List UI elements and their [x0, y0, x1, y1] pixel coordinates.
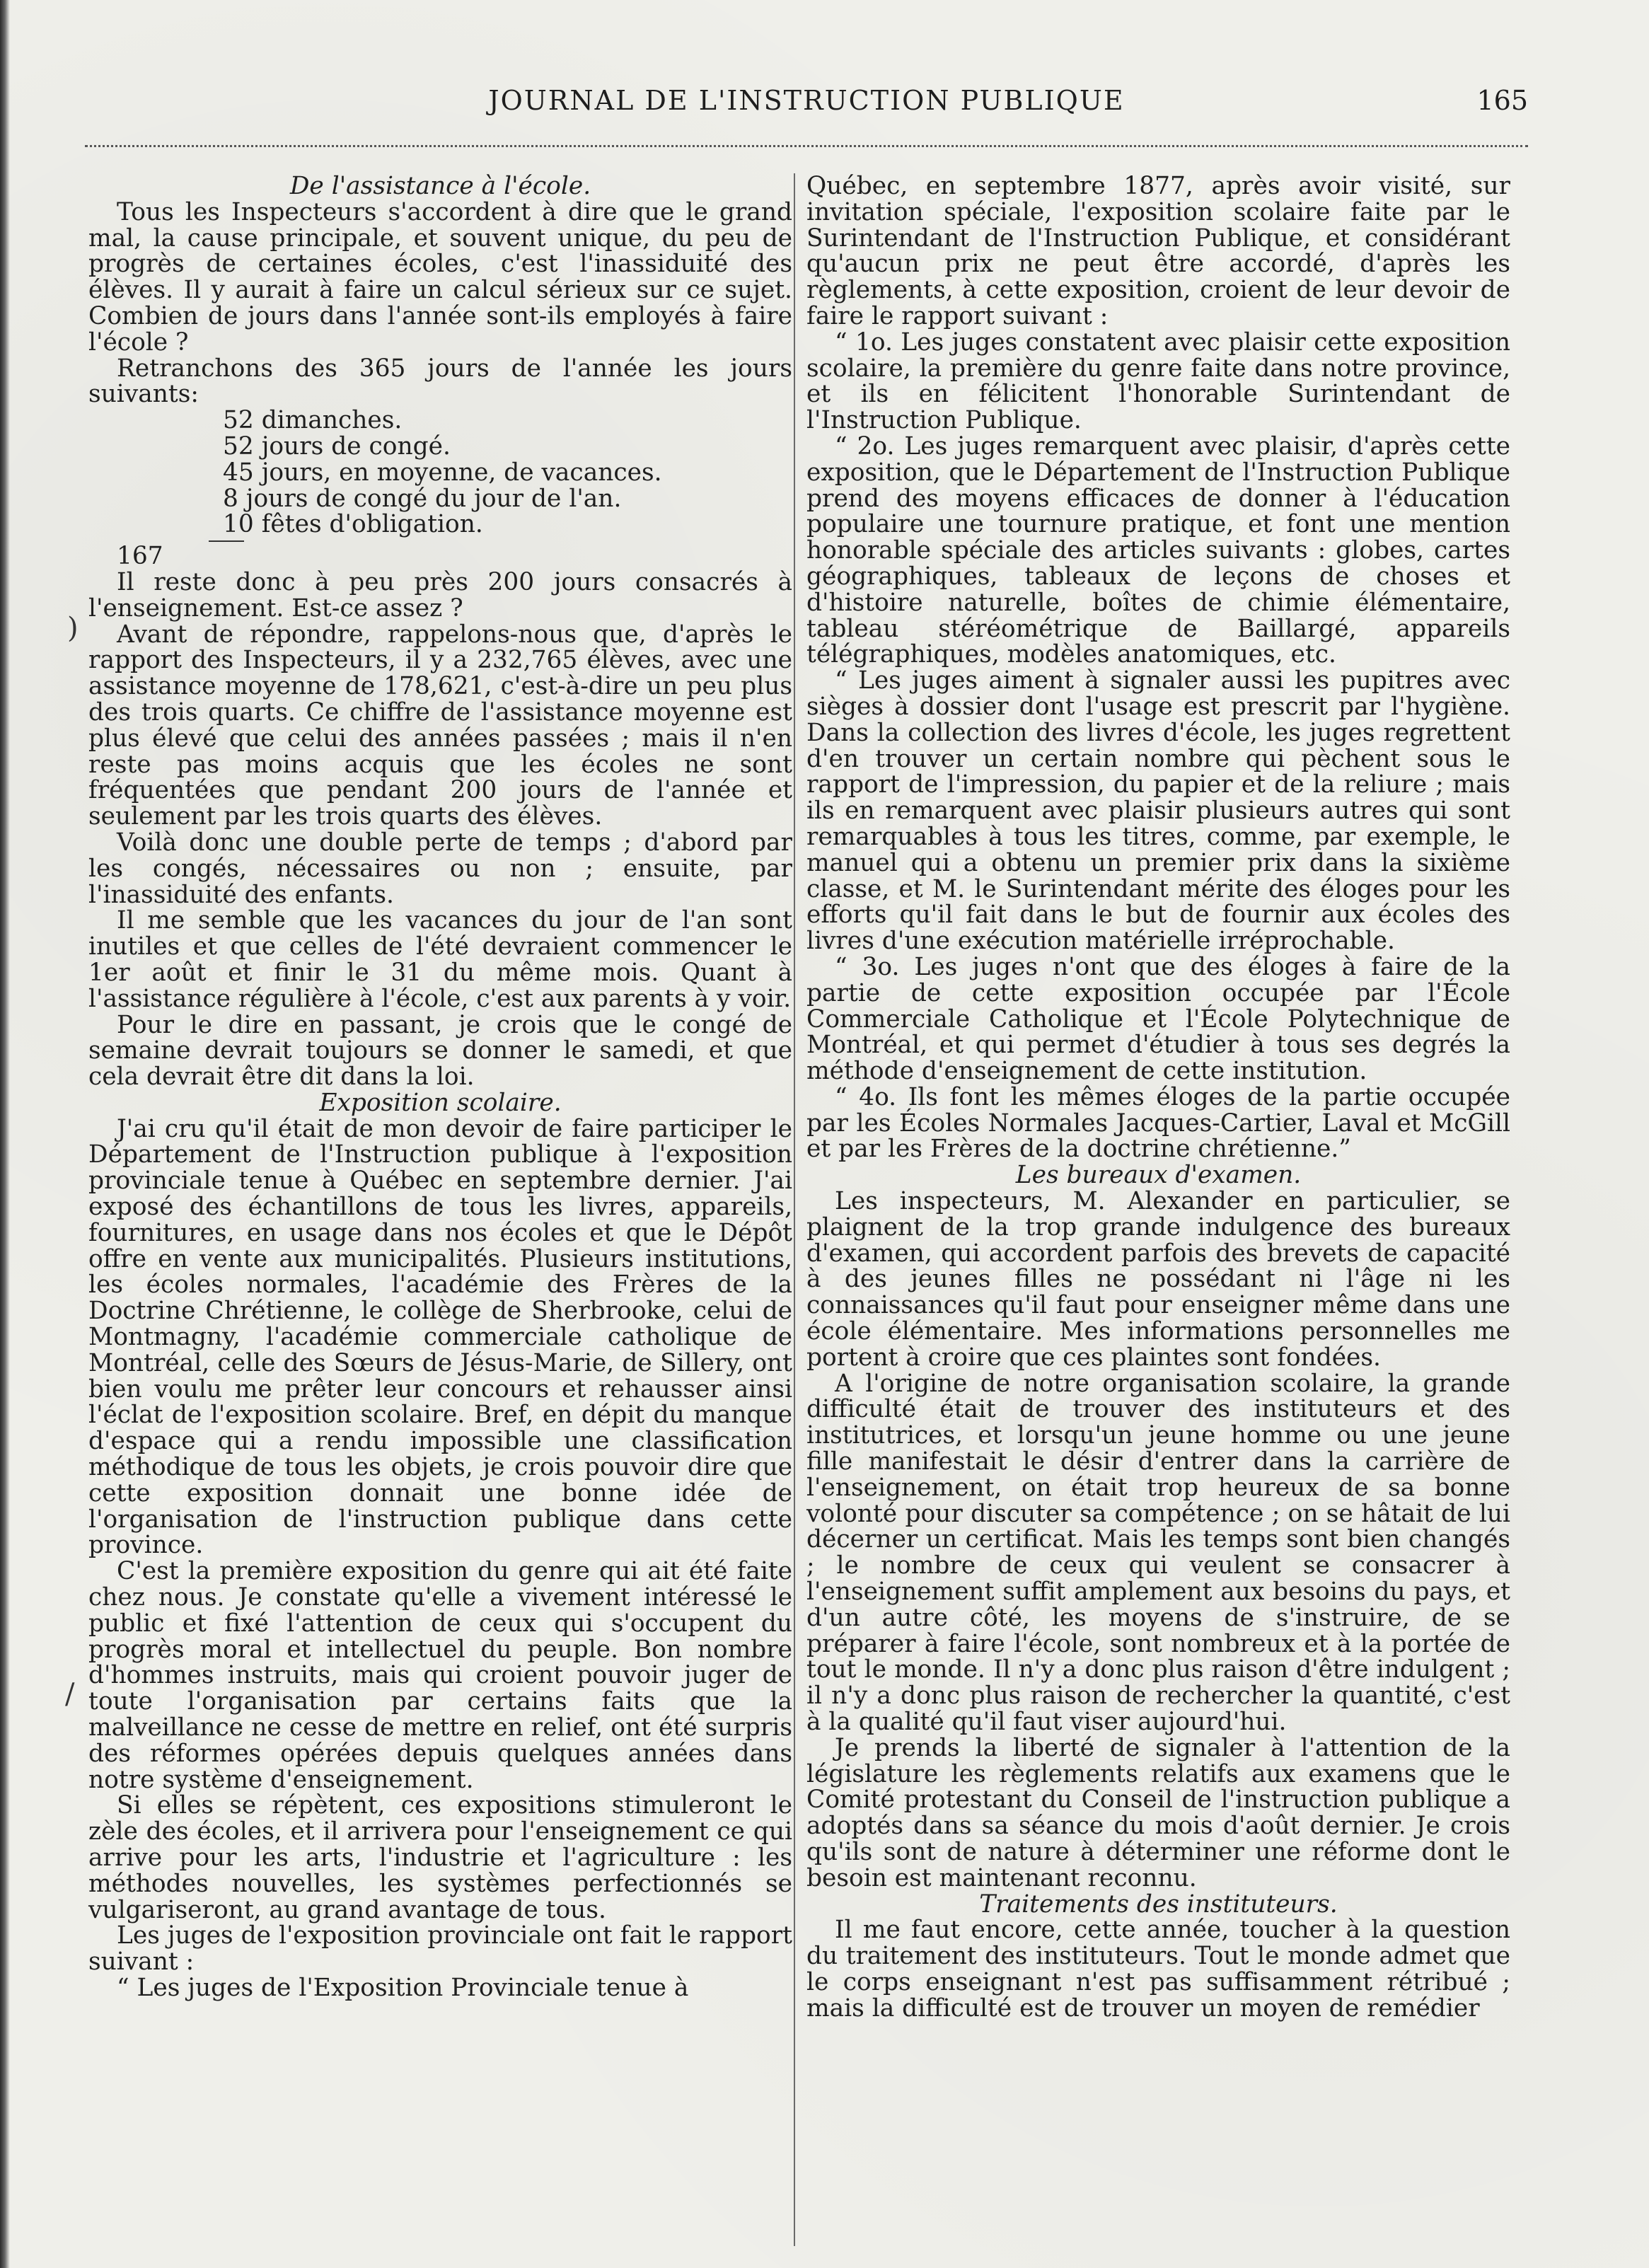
paragraph: “ 1o. Les juges constatent avec plaisir cette exposition scolaire, la première du genre faite dans notre province, et ils en félicitent l'honorable Surintendant de l'Instruction Publique.	[806, 328, 1510, 435]
paragraph: Il me semble que les vacances du jour de l'an sont inutiles et que celles de l'été devraient commencer le 1er août et finir le 31 du même mois. Quant à l'assistance régulière à l'école, c'est aux parents à y voir.	[88, 906, 792, 1013]
paragraph: Je prends la liberté de signaler à l'attention de la législature les règlements relatifs aux examens que le Comité protestant du Conseil de l'instruction publique a adoptés dans sa séance du mois d'août dernier. Je crois qu'ils sont de nature à déterminer une réforme dont le besoin est maintenant reconnu.	[806, 1733, 1510, 1892]
paragraph: A l'origine de notre organisation scolaire, la grande difficulté était de trouver des instituteurs et des institutrices, et lorsqu'un jeune homme ou une jeune fille manifestait le désir d'entrer dans la carrière de l'enseignement, on était trop heureux de sa bonne volonté pour discuter sa compétence ; on se hâtait de lui décerner un certificat. Mais les temps sont bien changés ; le nombre de ceux qui veulent se consacrer à l'enseignement suffit amplement aux besoins du pays, et d'un autre côté, les moyens de s'instruire, de se préparer à faire l'école, sont nombreux et à la portée de tout le monde. Il n'y a donc plus raison d'être indulgent ; il n'y a donc plus raison de rechercher la quantité, c'est à la qualité qu'il faut viser aujourd'hui.	[806, 1369, 1510, 1737]
days-list-item: 10 fêtes d'obligation.	[223, 510, 483, 539]
left-column	[88, 173, 792, 2001]
paragraph: J'ai cru qu'il était de mon devoir de faire participer le Département de l'Instruction publique à l'exposition provinciale tenue à Québec en septembre dernier. J'ai exposé des échantillons de tous les livres, appareils, fournitures, en usage dans nos écoles et que le Dépôt offre en vente aux municipalités. Plusieurs institutions, les écoles normales, l'académie des Frères de la Doctrine Chrétienne, le collège de Sherbrooke, celui de Montmagny, l'académie commerciale catholique de Montréal, celle des Sœurs de Jésus-Marie, de Sillery, ont bien voulu me prêter leur concours et rehausser ainsi l'éclat de l'exposition scolaire. Bref, en dépit du manque d'espace qui a rendu impossible une classification méthodique de tous les objets, je crois pouvoir dire que cette exposition donnait une bonne idée de l'organisation de l'instruction publique dans cette province.	[88, 1114, 792, 1560]
page-number: 165	[1476, 85, 1528, 116]
paragraph: Québec, en septembre 1877, après avoir visité, sur invitation spéciale, l'exposition scolaire faite par le Surintendant de l'Instruction Publique, et considérant qu'aucun prix ne peut être accordé, d'après les règlements, à cette exposition, croient de leur devoir de faire le rapport suivant :	[806, 172, 1510, 330]
paragraph: “ 2o. Les juges remarquent avec plaisir, d'après cette exposition, que le Département de l'Instruction Publique prend des moyens efficaces de donner à l'éducation populaire une tournure pratique, et font une mention honorable spéciale des articles suivants : globes, cartes géographiques, tableaux de leçons de choses et d'histoire naturelle, boîtes de chimie élémentaire, tableau stéréométrique de Baillargé, appareils télégraphiques, modèles anatomiques, etc.	[806, 432, 1510, 669]
days-list-item: 52 jours de congé.	[223, 432, 451, 461]
paragraph: Pour le dire en passant, je crois que le congé de semaine devrait toujours se donner le samedi, et que cela devrait être dit dans la loi.	[88, 1010, 792, 1092]
sum-rule	[209, 540, 244, 542]
margin-mark: /	[65, 1678, 75, 1711]
paragraph: Il me faut encore, cette année, toucher à la question du traitement des instituteurs. Tout le monde admet que le corps enseignant n'est pas suffisamment rétribué ; mais la difficulté est de trouver un moyen de remédier	[806, 1916, 1510, 2023]
paragraph: Retranchons des 365 jours de l'année les jours suivants:	[88, 354, 792, 409]
section-heading-bureaux: Les bureaux d'examen.	[1015, 1161, 1302, 1190]
paragraph: “ Les juges de l'Exposition Provinciale tenue à	[117, 1973, 689, 2002]
paragraph: Si elles se répètent, ces expositions stimuleront le zèle des écoles, et il arrivera pour l'enseignement ce qui arrive pour les arts, l'industrie et l'agriculture : les méthodes nouvelles, les systèmes perfectionnés se vulgariseront, au grand avantage de tous.	[88, 1791, 792, 1924]
column-divider	[794, 173, 795, 2246]
days-list-item: 52 dimanches.	[223, 406, 403, 435]
paragraph: Les inspecteurs, M. Alexander en particulier, se plaignent de la trop grande indulgence des bureaux d'examen, qui accordent parfois des brevets de capacité à des jeunes filles ne possédant ni l'âge ni les connaissances qu'il faut pour enseigner même dans une école élémentaire. Mes informations personnelles me portent à croire que ces plaintes sont fondées.	[806, 1187, 1510, 1372]
days-list-item: 8 jours de congé du jour de l'an.	[223, 484, 622, 513]
paragraph: “ 3o. Les juges n'ont que des éloges à faire de la partie de cette exposition occupée par l'École Commerciale Catholique et l'École Polytechnique de Montréal, et qui permet d'étudier à tous ses degrés la méthode d'enseignement de cette institution.	[806, 952, 1510, 1086]
margin-mark: )	[67, 612, 79, 644]
section-heading-exposition: Exposition scolaire.	[319, 1088, 562, 1117]
days-list-item: 45 jours, en moyenne, de vacances.	[223, 458, 662, 487]
paragraph: Les juges de l'exposition provinciale ont fait le rapport suivant :	[88, 1921, 792, 1977]
running-head: JOURNAL DE L'INSTRUCTION PUBLIQUE	[488, 85, 1125, 116]
right-column	[806, 173, 1510, 2022]
days-list	[88, 407, 792, 538]
section-heading-assistance: De l'assistance à l'école.	[289, 172, 591, 200]
paragraph: “ 4o. Ils font les mêmes éloges de la partie occupée par les Écoles Normales Jacques-Cartier, Laval et McGill et par les Frères de la doctrine chrétienne.”	[806, 1082, 1510, 1164]
paragraph: Avant de répondre, rappelons-nous que, d'après le rapport des Inspecteurs, il y a 232,765 élèves, avec une assistance moyenne de 178,621, c'est-à-dire un peu plus des trois quarts. Ce chiffre de l'assistance moyenne est plus élevé que celui des années passées ; mais il n'en reste pas moins acquis que les écoles ne sont fréquentées que pendant 200 jours de l'année et seulement par les trois quarts des élèves.	[88, 620, 792, 831]
paragraph: Voilà donc une double perte de temps ; d'abord par les congés, nécessaires ou non ; ensuite, par l'inassiduité des enfants.	[88, 828, 792, 909]
paragraph: C'est la première exposition du genre qui ait été faite chez nous. Je constate qu'elle a vivement intéressé le public et fixé l'attention de ceux qui s'occupent du progrès moral et intellectuel du peuple. Bon nombre d'hommes instruits, mais qui croient pouvoir juger de toute l'organisation par certains faits que la malveillance ne cesse de mettre en relief, ont été surpris des réformes opérées depuis quelques années dans notre système d'enseignement.	[88, 1557, 792, 1794]
section-heading-traitements: Traitements des instituteurs.	[979, 1890, 1338, 1919]
scan-edge-shadow	[0, 0, 10, 2268]
paragraph: Il reste donc à peu près 200 jours consacrés à l'enseignement. Est-ce assez ?	[88, 567, 792, 623]
days-total: 167	[117, 542, 163, 571]
paragraph: Tous les Inspecteurs s'accordent à dire que le grand mal, la cause principale, et souvent unique, du peu de progrès de certaines écoles, c'est l'inassiduité des élèves. Il y aurait à faire un calcul sérieux sur ce sujet. Combien de jours dans l'année sont-ils employés à faire l'école ?	[88, 197, 792, 357]
paragraph: “ Les juges aiment à signaler aussi les pupitres avec sièges à dossier dont l'usage est prescrit par l'hygiène. Dans la collection des livres d'école, les juges regrettent d'en trouver un certain nombre qui pèchent sous le rapport de l'impression, du papier et de la reliure ; mais ils en remarquent avec plaisir plusieurs autres qui sont remarquables à tous les titres, comme, par exemple, le manuel qui a obtenu un premier prix dans la sixième classe, et M. le Surintendant mérite des éloges pour les efforts qu'il fait dans le but de fournir aux écoles des livres d'une exécution matérielle irréprochable.	[806, 666, 1510, 956]
header-rule	[85, 145, 1528, 147]
